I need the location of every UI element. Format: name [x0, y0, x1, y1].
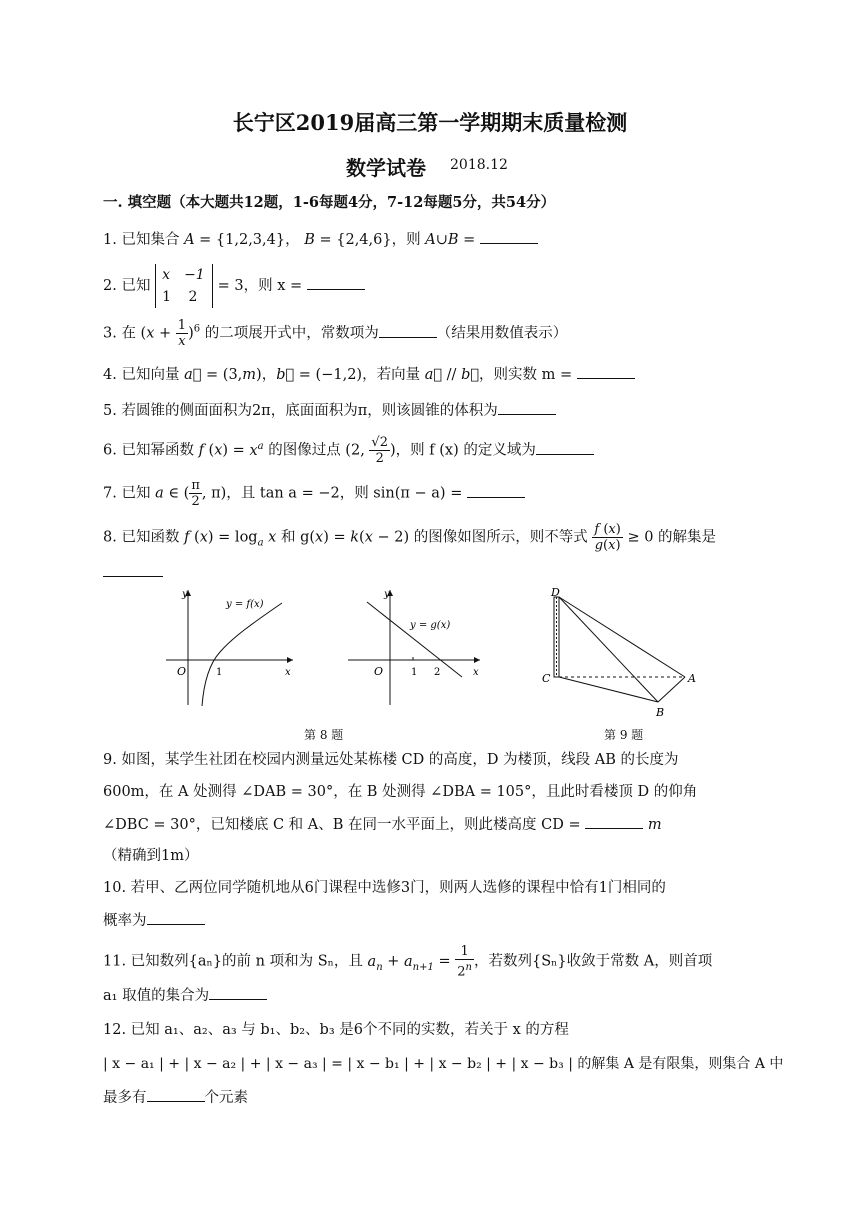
svg-text:O: O: [177, 665, 187, 678]
section-heading: 一. 填空题（本大题共12题，1-6每题4分，7-12每题5分，共54分）: [103, 194, 556, 211]
svg-text:B: B: [656, 706, 665, 719]
question-12-line2: | x − a₁ | + | x − a₂ | + | x − a₃ | = | x − b₁ | + | x − b₂ | + | x − b₃ | 的解集 A 是有限集，则集合 A 中: [103, 1056, 784, 1072]
determinant: x −1 1 2: [155, 264, 213, 308]
page-subtitle: 数学试卷: [346, 156, 426, 180]
svg-text:1: 1: [216, 667, 223, 678]
svg-text:x: x: [285, 667, 291, 678]
answer-blank-10[interactable]: [147, 910, 205, 925]
exam-date: 2018.12: [450, 157, 508, 173]
figure-building: [538, 585, 708, 720]
svg-text:y: y: [182, 589, 188, 600]
answer-blank-6[interactable]: [536, 440, 594, 455]
caption-q9: 第 9 题: [604, 728, 644, 742]
question-12-line3: 最多有 个元素: [103, 1087, 248, 1108]
answer-blank-5[interactable]: [498, 400, 556, 415]
svg-text:y = g(x): y = g(x): [410, 620, 451, 631]
svg-text:2: 2: [434, 667, 441, 678]
question-8: 8. 已知函数 f $(x) = \log_a x$ 和 g(x) = k(x − 2) 的图像如图所示，则不等式 $\frac{f (x)}{g(x)}$ ≥ 0 的解集是: [103, 522, 717, 553]
answer-blank-1[interactable]: [480, 229, 538, 244]
question-2: 2. 已知 x −1 1 2 = 3，则 x =: [103, 264, 365, 308]
svg-text:x: x: [473, 667, 479, 678]
svg-text:A: A: [688, 672, 696, 685]
question-9-line1: 9. 如图，某学生社团在校园内测量远处某栋楼 CD 的高度，D 为楼顶，线段 AB 的长度为: [103, 752, 679, 768]
question-7: 7. 已知 a ∈ ( $\frac{\pi}{2}$ , π)，且 tan a = −2，则 sin(π − a) =: [103, 478, 525, 509]
question-4: 4. 已知向量 a⃗ = (3,m)，b⃗ = (−1,2)，若向量 a⃗ // b⃗，则实数 m =: [103, 364, 635, 385]
svg-text:y: y: [384, 589, 390, 600]
page-title: 长宁区2019届高三第一学期期末质量检测: [232, 110, 628, 135]
svg-text:O: O: [374, 665, 384, 678]
svg-text:y = f(x): y = f(x): [226, 599, 264, 610]
svg-text:D: D: [551, 586, 560, 599]
question-11-line2: a₁ 取值的集合为: [103, 985, 267, 1006]
figure-gx: [345, 585, 485, 710]
answer-blank-9[interactable]: [585, 814, 643, 829]
question-9-line2: 600m，在 A 处测得 ∠DAB = 30°，在 B 处测得 ∠DBA = 105°，且此时看楼顶 D 的仰角: [103, 784, 698, 800]
answer-blank-3[interactable]: [379, 323, 437, 338]
question-1: 1. 已知集合 A = {1,2,3,4}， B = {2,4,6}，则 A∪B =: [103, 229, 538, 250]
answer-blank-8[interactable]: [103, 562, 163, 577]
question-9-line3: ∠DBC = 30°，已知楼底 C 和 A、B 在同一水平面上，则此楼高度 CD = m: [103, 814, 662, 835]
answer-blank-7[interactable]: [467, 483, 525, 498]
question-11-line1: 11. 已知数列{aₙ}的前 n 项和为 Sₙ，且 $a_n + a_{n+1}$ = $\frac{1}{2^n}$ ，若数列{Sₙ}收敛于常数 A，则首项: [103, 944, 713, 980]
question-12-line1: 12. 已知 a₁、a₂、a₃ 与 b₁、b₂、b₃ 是6个不同的实数，若关于 x 的方程: [103, 1022, 569, 1038]
question-3: 3. 在 (x + $\frac{1}{x}$ )$^6$ 的二项展开式中，常数项为 （结果用数值表示）: [103, 318, 568, 349]
question-10-line2: 概率为: [103, 910, 205, 931]
caption-q8: 第 8 题: [304, 728, 344, 742]
question-10-line1: 10. 若甲、乙两位同学随机地从6门课程中选修3门，则两人选修的课程中恰有1门相同的: [103, 880, 666, 896]
figure-fx: [158, 585, 298, 710]
svg-text:C: C: [542, 672, 551, 685]
svg-text:1: 1: [411, 667, 418, 678]
question-9-line4: （精确到1m）: [103, 848, 199, 864]
answer-blank-2[interactable]: [307, 275, 365, 290]
answer-blank-4[interactable]: [577, 364, 635, 379]
answer-blank-12[interactable]: [147, 1087, 205, 1102]
question-6: 6. 已知幂函数 f $(x) = x^a$ 的图像过点 (2, $\frac{√2}{2}$ )，则 f (x) 的定义域为: [103, 435, 594, 466]
question-5: 5. 若圆锥的侧面面积为2π，底面面积为π，则该圆锥的体积为: [103, 400, 556, 421]
answer-blank-11[interactable]: [209, 985, 267, 1000]
